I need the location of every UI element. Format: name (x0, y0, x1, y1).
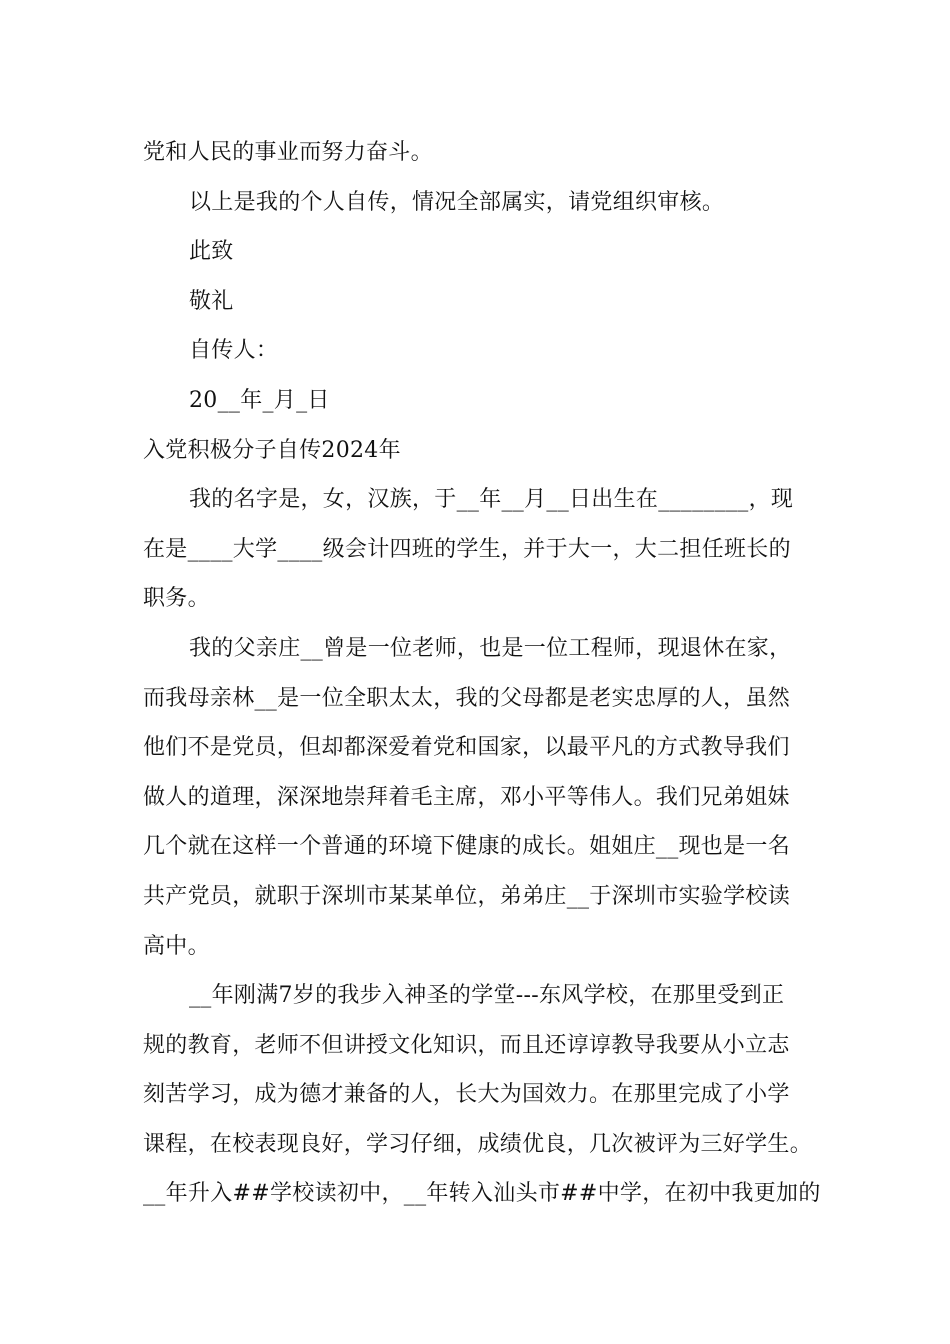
paragraph-line: 规的教育，老师不但讲授文化知识，而且还谆谆教导我要从小立志 (143, 1032, 790, 1058)
paragraph-line: 职务。 (143, 586, 210, 612)
paragraph-line: 而我母亲林__是一位全职太太，我的父母都是老实忠厚的人，虽然 (143, 685, 791, 711)
paragraph-line: __年刚满7岁的我步入神圣的学堂---东风学校，在那里受到正 (189, 983, 785, 1009)
paragraph-line: 共产党员，就职于深圳市某某单位，弟弟庄__于深圳市实验学校读 (143, 883, 791, 909)
document-body (143, 128, 821, 1219)
paragraph-line: 我的父亲庄__曾是一位老师，也是一位工程师，现退休在家， (189, 635, 792, 661)
paragraph-line: 党和人民的事业而努力奋斗。 (143, 140, 433, 165)
paragraph-line: 几个就在这样一个普通的环境下健康的成长。姐姐庄__现也是一名 (143, 834, 791, 860)
salutation-line: 敬礼 (189, 288, 234, 314)
paragraph-line: 他们不是党员，但却都深爱着党和国家，以最平凡的方式教导我们 (143, 735, 790, 761)
paragraph-line: 高中。 (143, 933, 210, 959)
paragraph-line: 做人的道理，深深地崇拜着毛主席，邓小平等伟人。我们兄弟姐妹 (143, 784, 790, 810)
paragraph-line: 我的名字是，女，汉族，于__年__月__日出生在________，现 (189, 487, 794, 513)
signature-line: 自传人： (189, 338, 279, 364)
paragraph-line: __年升入##学校读初中，__年转入汕头市##中学，在初中我更加的 (143, 1181, 821, 1207)
paragraph-line: 课程，在校表现良好，学习仔细，成绩优良，几次被评为三好学生。 (143, 1131, 813, 1157)
salutation-line: 此致 (189, 239, 234, 265)
paragraph-line: 以上是我的个人自传，情况全部属实，请党组织审核。 (189, 189, 725, 215)
paragraph-line: 刻苦学习，成为德才兼备的人，长大为国效力。在那里完成了小学 (143, 1082, 790, 1108)
paragraph-line: 在是____大学____级会计四班的学生，并于大一，大二担任班长的 (143, 536, 791, 562)
section-title: 入党积极分子自传2024年 (143, 437, 401, 463)
date-line: 20__年_月_日 (189, 387, 330, 413)
